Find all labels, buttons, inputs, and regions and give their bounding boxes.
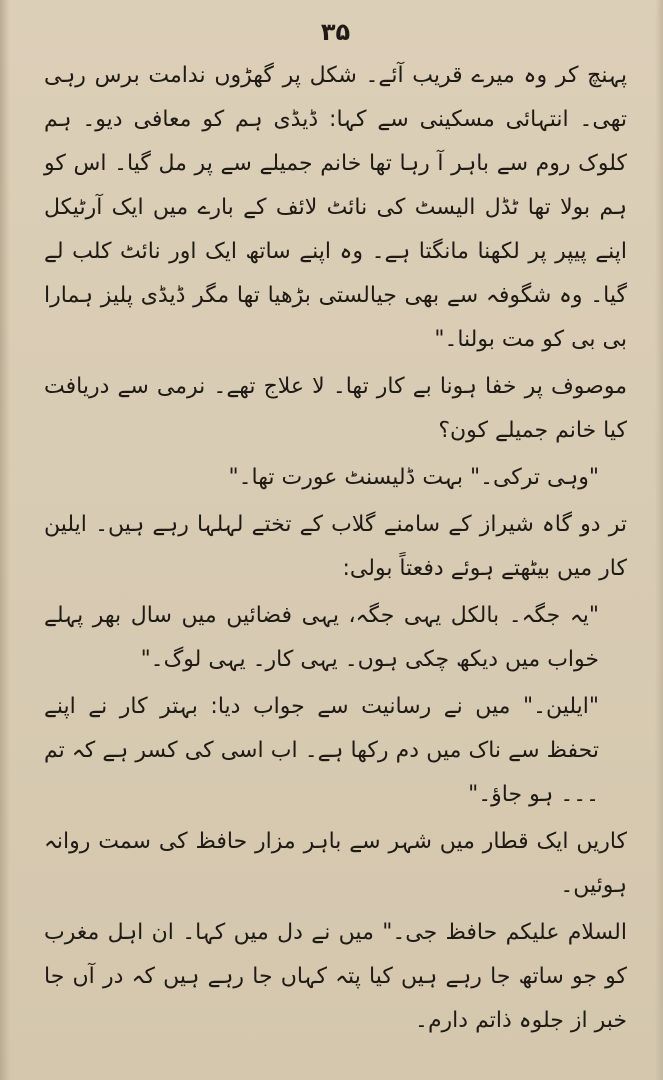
page-body (44, 54, 627, 1043)
page-number: ۳۵ (320, 18, 351, 46)
paragraph-4: تر دو گاہ شیراز کے سامنے گلاب کے تختے لہلہا رہے ہیں۔ ایلین کار میں بیٹھتے ہوئے دفعتاً بولی: (44, 512, 627, 581)
paragraph-6: "ایلین۔" میں نے رسانیت سے جواب دیا: بہتر کار نے اپنے تحفظ سے ناک میں دم رکھا ہے۔ اب اسی کی کسر ہے کہ تم ۔۔۔ ہو جاؤ۔" (44, 694, 599, 807)
paragraph-5: "یہ جگہ۔ بالکل یہی جگہ، یہی فضائیں میں سال بھر پہلے خواب میں دیکھ چکی ہوں۔ یہی کار۔ یہی لوگ۔" (44, 603, 599, 672)
paragraph-2: موصوف پر خفا ہونا بے کار تھا۔ لا علاج تھے۔ نرمی سے دریافت کیا خانم جمیلے کون؟ (44, 374, 627, 443)
paragraph-8: السلام علیکم حافظ جی۔" میں نے دل میں کہا۔ ان اہل مغرب کو جو ساتھ جا رہے ہیں کیا پتہ کہاں جا رہے ہیں کہ در آں جا خبر از جلوہ ذاتم دارم۔ (44, 920, 627, 1033)
paragraph-3: "وہی ترکی۔" بہت ڈلیسنٹ عورت تھا۔" (228, 465, 599, 490)
paragraph-1: پہنچ کر وہ میرے قریب آئے۔ شکل پر گھڑوں ندامت برس رہی تھی۔ انتہائی مسکینی سے کہا: ڈیڈی ہم کو معافی دیو۔ ہم کلوک روم سے باہر آ رہا تھا خانم جمیلے سے پر مل گیا۔ اس کو ہم بولا تھا ٹڈل الیسٹ کی نائٹ لائف کے بارے میں ایک آرٹیکل اپنے پیپر پر لکھنا مانگتا ہے۔ وہ اپنے ساتھ ایک اور نائٹ کلب لے گیا۔ وہ شگوفہ سے بھی جیالستی بڑھیا تھا مگر ڈیڈی پلیز ہمارا بی بی کو مت بولنا۔" (44, 63, 627, 352)
paragraph-7: کاریں ایک قطار میں شہر سے باہر مزار حافظ کی سمت روانہ ہوئیں۔ (44, 829, 627, 898)
